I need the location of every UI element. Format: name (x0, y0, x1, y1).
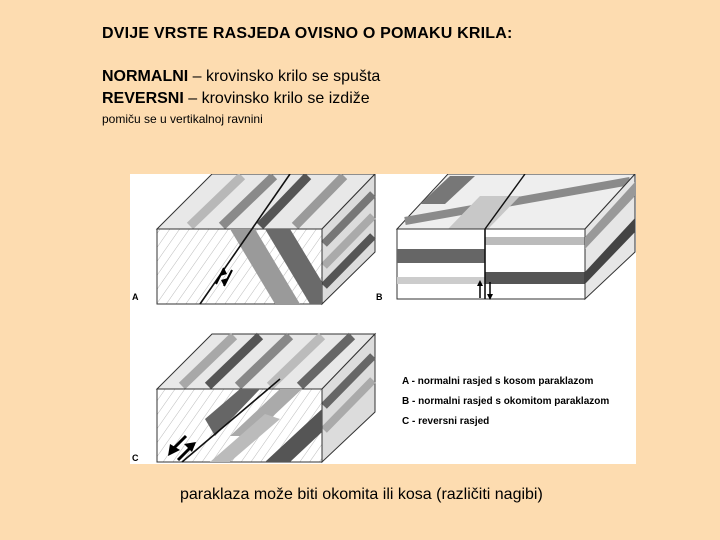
legend-item-b: B - normalni rasjed s okomitom paraklazom (402, 396, 610, 407)
legend (402, 376, 609, 427)
label-b: B (376, 292, 383, 302)
normal-fault-term: NORMALNI (102, 68, 189, 85)
page-title: DVIJE VRSTE RASJEDA OVISNO O POMAKU KRILA: (102, 25, 513, 42)
block-a (157, 174, 375, 304)
plane-note: pomiču se u vertikalnoj ravnini (102, 112, 263, 126)
reverse-fault-line (102, 90, 370, 108)
legend-item-a: A - normalni rasjed s kosom paraklazom (402, 376, 594, 387)
reverse-fault-desc: – krovinsko krilo se izdiže (183, 90, 370, 107)
legend-item-c: C - reversni rasjed (402, 416, 490, 427)
block-c (157, 334, 375, 462)
reverse-fault-term: REVERSNI (102, 90, 184, 107)
block-b (397, 174, 635, 300)
label-a: A (132, 292, 139, 302)
normal-fault-desc: – krovinsko krilo se spušta (188, 68, 381, 85)
figure-caption: paraklaza može biti okomita ili kosa (različiti nagibi) (180, 486, 543, 503)
fault-diagram-figure (130, 174, 636, 464)
normal-fault-line (102, 68, 380, 86)
label-c: C (132, 453, 139, 463)
